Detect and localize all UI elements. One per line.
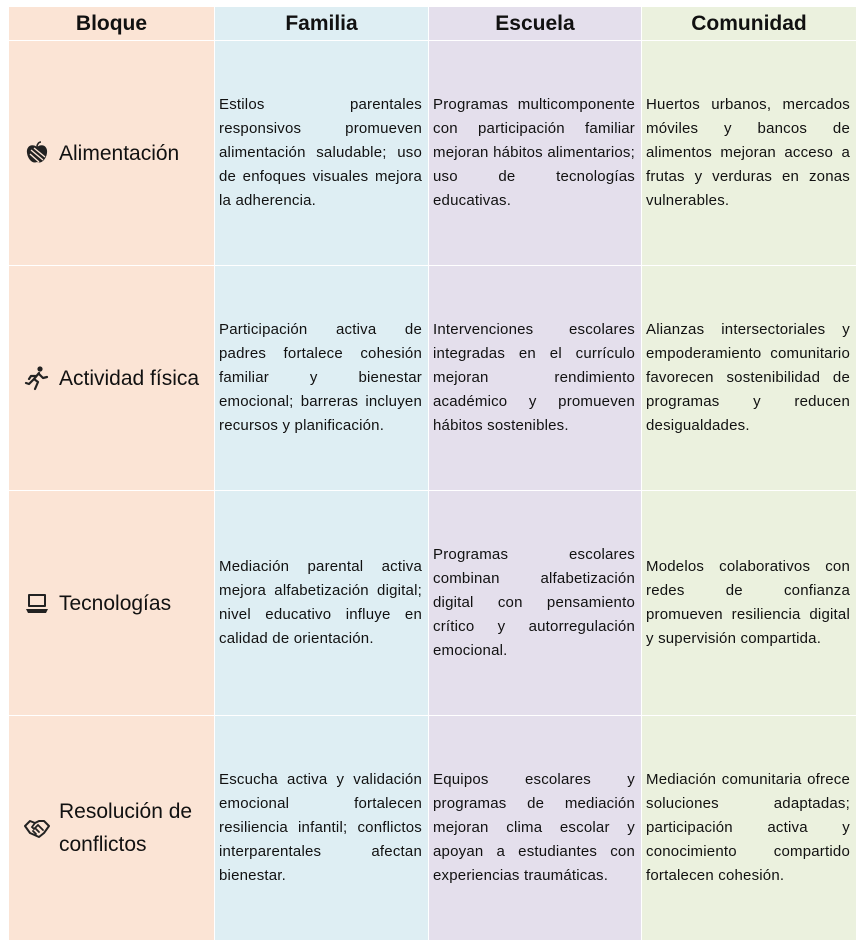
header-bloque: Bloque bbox=[9, 7, 215, 41]
bloque-label: Tecnologías bbox=[59, 591, 172, 615]
comunidad-cell bbox=[642, 716, 857, 941]
bloque-cell bbox=[9, 41, 215, 266]
summary-table-container bbox=[8, 6, 856, 941]
table-row bbox=[9, 491, 857, 716]
bloque-label: Resolución de conflictos bbox=[59, 800, 193, 856]
familia-cell bbox=[215, 41, 429, 266]
table-row bbox=[9, 716, 857, 941]
familia-text: Mediación parental activa mejora alfabetización digital; nivel educativo influye en calidad de orientación. bbox=[219, 558, 422, 647]
bloque-cell bbox=[9, 266, 215, 491]
header-familia: Familia bbox=[215, 7, 429, 41]
bloque-label: Alimentación bbox=[59, 141, 180, 165]
apple-icon bbox=[23, 139, 51, 167]
comunidad-cell bbox=[642, 41, 857, 266]
bloque-cell bbox=[9, 491, 215, 716]
comunidad-text: Modelos colaborativos con redes de confianza promueven resiliencia digital y supervisión compartida. bbox=[646, 558, 850, 647]
escuela-cell bbox=[429, 266, 642, 491]
comunidad-text: Alianzas intersectoriales y empoderamiento comunitario favorecen sostenibilidad de programas y reducen desigualdades. bbox=[646, 321, 850, 434]
summary-table bbox=[8, 6, 857, 941]
bloque-label: Actividad física bbox=[59, 366, 200, 390]
familia-cell bbox=[215, 716, 429, 941]
familia-text: Participación activa de padres fortalece cohesión familiar y bienestar emocional; barreras incluyen recursos y planificación. bbox=[219, 321, 422, 434]
header-row bbox=[9, 7, 857, 41]
escuela-text: Intervenciones escolares integradas en el currículo mejoran rendimiento académico y promueven hábitos sostenibles. bbox=[433, 321, 635, 434]
familia-cell bbox=[215, 491, 429, 716]
table-row bbox=[9, 266, 857, 491]
handshake-icon bbox=[23, 814, 51, 842]
familia-text: Escucha activa y validación emocional fortalecen resiliencia infantil; conflictos interparentales afectan bienestar. bbox=[219, 771, 422, 884]
comunidad-text: Huertos urbanos, mercados móviles y bancos de alimentos mejoran acceso a frutas y verduras en zonas vulnerables. bbox=[646, 96, 850, 209]
runner-icon bbox=[23, 364, 51, 392]
header-comunidad: Comunidad bbox=[642, 7, 857, 41]
comunidad-cell bbox=[642, 491, 857, 716]
escuela-text: Programas escolares combinan alfabetización digital con pensamiento crítico y autorregulación emocional. bbox=[433, 546, 635, 659]
escuela-cell bbox=[429, 716, 642, 941]
escuela-cell bbox=[429, 41, 642, 266]
laptop-icon bbox=[23, 589, 51, 617]
escuela-text: Programas multicomponente con participación familiar mejoran hábitos alimentarios; uso de tecnologías educativas. bbox=[433, 96, 635, 209]
escuela-cell bbox=[429, 491, 642, 716]
bloque-cell bbox=[9, 716, 215, 941]
comunidad-text: Mediación comunitaria ofrece soluciones adaptadas; participación activa y conocimiento compartido fortalecen cohesión. bbox=[646, 771, 850, 884]
familia-cell bbox=[215, 266, 429, 491]
escuela-text: Equipos escolares y programas de mediación mejoran clima escolar y apoyan a estudiantes con experiencias traumáticas. bbox=[433, 771, 635, 884]
familia-text: Estilos parentales responsivos promueven alimentación saludable; uso de enfoques visuales mejora la adherencia. bbox=[219, 96, 422, 209]
header-escuela: Escuela bbox=[429, 7, 642, 41]
table-row bbox=[9, 41, 857, 266]
comunidad-cell bbox=[642, 266, 857, 491]
